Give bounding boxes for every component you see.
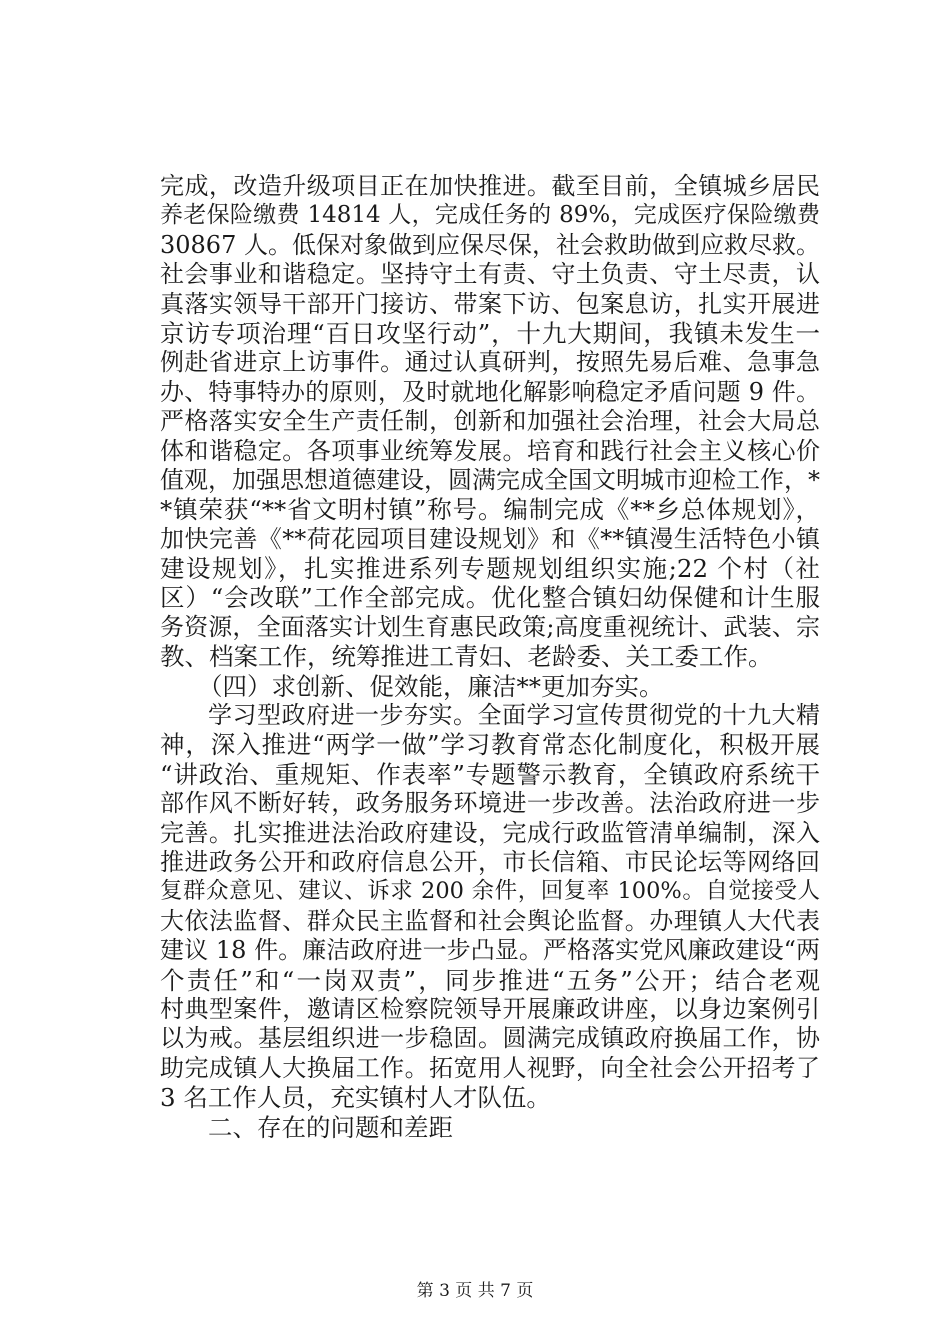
text-line: 助完成镇人大换届工作。拓宽用人视野，向全社会公开招考了 [160,1053,820,1082]
text-line: 3 名工作人员，充实镇村人才队伍。 [160,1083,551,1113]
text-line: 真落实领导干部开门接访、带案下访、包案息访，扎实开展进 [160,289,820,318]
document-body [160,172,820,1142]
text-line: 严格落实安全生产责任制，创新和加强社会治理，社会大局总 [160,407,820,436]
text-line: 复群众意见、建议、诉求 200 余件，回复率 100%。自觉接受人 [160,878,820,905]
text-line: 教、档案工作，统筹推进工青妇、老龄委、关工委工作。 [160,642,773,672]
text-line: 体和谐稳定。各项事业统筹发展。培育和践行社会主义核心价 [160,436,820,465]
text-line: 养老保险缴费 14814 人，完成任务的 89%，完成医疗保险缴费 [160,202,820,229]
text-line: 例赴省进京上访事件。通过认真研判，按照先易后难、急事急 [160,348,820,377]
text-line: *镇荣获“**省文明村镇”称号。编制完成《**乡总体规划》， [160,495,820,525]
text-line: 值观，加强思想道德建设，圆满完成全国文明城市迎检工作，* [160,465,820,494]
text-line: 加快完善《**荷花园项目建设规划》和《**镇漫生活特色小镇 [160,524,820,553]
text-line: “讲政治、重规矩、作表率”专题警示教育，全镇政府系统干 [160,759,820,789]
text-line: 建议 18 件。廉洁政府进一步凸显。严格落实党风廉政建设“两 [160,936,820,965]
text-line: 办、特事特办的原则，及时就地化解影响稳定矛盾问题 9 件。 [160,377,820,406]
text-line: 神，深入推进“两学一做”学习教育常态化制度化，积极开展 [160,730,820,760]
page-number-footer: 第 3 页 共 7 页 [416,1281,534,1301]
text-line: 村典型案件，邀请区检察院领导开展廉政讲座，以身边案例引 [160,994,820,1023]
text-line: 推进政务公开和政府信息公开，市长信箱、市民论坛等网络回 [160,847,820,876]
text-line: 务资源，全面落实计划生育惠民政策;高度重视统计、武装、宗 [160,612,820,641]
text-line: 京访专项治理“百日攻坚行动”，十九大期间，我镇未发生一 [160,318,820,348]
text-line: 建设规划》，扎实推进系列专题规划组织实施;22 个村（社 [160,554,820,584]
text-line: 个责任”和“一岗双责”，同步推进“五务”公开；结合老观 [160,965,820,995]
text-line: 社会事业和谐稳定。坚持守土有责、守土负责、守土尽责，认 [160,260,820,289]
section-heading: （四）求创新、促效能，廉洁**更加夯实。 [198,671,664,701]
text-line: 完善。扎实推进法治政府建设，完成行政监管清单编制，深入 [160,818,820,847]
text-line: 大依法监督、群众民主监督和社会舆论监督。办理镇人大代表 [160,906,820,935]
text-line: 区）“会改联”工作全部完成。优化整合镇妇幼保健和计生服 [160,583,820,613]
section-heading: 二、存在的问题和差距 [208,1112,453,1142]
text-line: 30867 人。低保对象做到应保尽保，社会救助做到应救尽救。 [160,230,820,259]
text-line: 学习型政府进一步夯实。全面学习宣传贯彻党的十九大精 [208,701,820,730]
text-line: 完成，改造升级项目正在加快推进。截至目前，全镇城乡居民 [160,172,820,200]
text-line: 部作风不断好转，政务服务环境进一步改善。法治政府进一步 [160,789,820,818]
text-line: 以为戒。基层组织进一步稳固。圆满完成镇政府换届工作，协 [160,1024,820,1053]
